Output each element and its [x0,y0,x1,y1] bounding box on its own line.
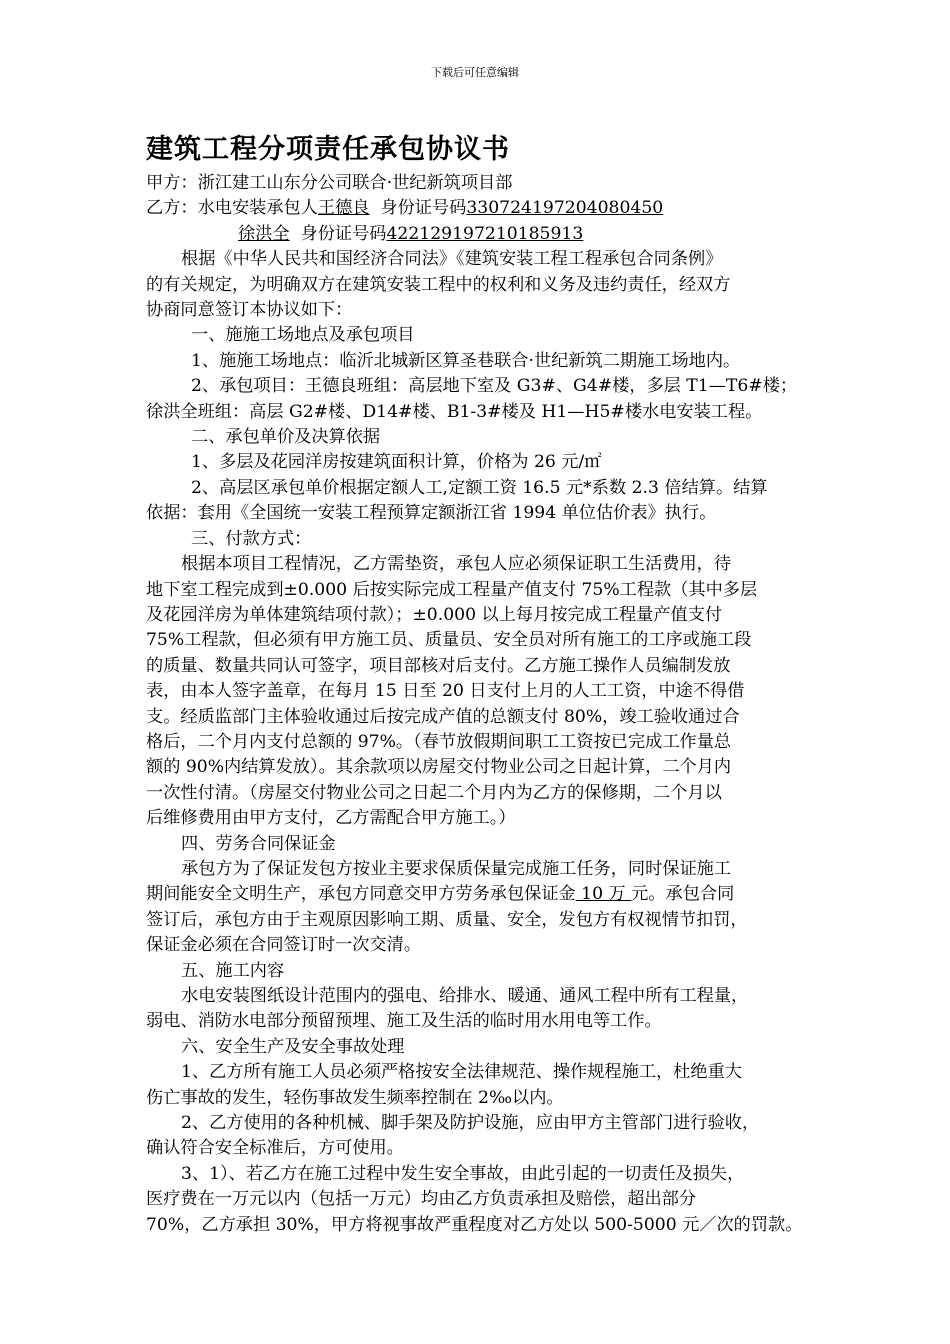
party-b-line2: 徐洪全 身份证号码422129197210185913 [238,223,584,244]
text-line: 的质量、数量共同认可签字，项目部核对后支付。乙方施工操作人员编制发放 [146,655,731,676]
text-line: 一次性付清。（房屋交付物业公司之日起二个月内为乙方的保修期，二个月以 [146,782,722,803]
text-line: 2、承包项目：王德良班组：高层地下室及 G3#、G4#楼，多层 T1—T6#楼； [191,376,798,397]
text-line: 根据本项目工程情况，乙方需垫资，承包人应必须保证职工生活费用，待 [181,554,732,575]
party-a-name: 浙江建工山东分公司联合·世纪新筑项目部 [197,173,513,193]
text-line: 徐洪全班组：高层 G2#楼、D14#楼、B1-3#楼及 H1—H5#楼水电安装工程。 [146,401,763,422]
section-heading: 四、劳务合同保证金 [181,833,336,854]
text-line: 保证金必须在合同签订时一次交清。 [146,935,422,956]
section-heading: 六、安全生产及安全事故处理 [181,1036,405,1057]
party-b-person2: 徐洪全 [238,223,290,244]
text-line: 70%，乙方承担 30%，甲方将视事故严重程度对乙方处以 500-5000 元／次的罚款。 [146,1214,803,1235]
text-line: 确认符合安全标准后，方可使用。 [146,1138,404,1159]
document-body [146,171,818,1238]
text-line: 地下室工程完成到±0.000 后按实际完成工程量产值支付 75%工程款（其中多层 [146,579,758,600]
text-line: 依据：套用《全国统一安装工程预算定额浙江省 1994 单位估价表》执行。 [146,503,717,524]
text-line: 水电安装图纸设计范围内的强电、给排水、暖通、通风工程中所有工程量， [181,986,749,1006]
text-line: 75%工程款，但必须有甲方施工员、质量员、安全员对所有施工的工序或施工段 [146,630,752,651]
text-line: 签订后，承包方由于主观原因影响工期、质量、安全，发包方有权视情节扣罚， [146,909,748,930]
party-b-person1: 王德良 [317,198,370,219]
section-heading: 三、付款方式： [191,528,312,549]
party-b-id2: 422129197210185913 [386,223,584,244]
party-a-line: 甲方：浙江建工山东分公司联合·世纪新筑项目部 [146,173,513,193]
text-line: 弱电、消防水电部分预留预埋、施工及生活的临时用水用电等工作。 [146,1011,662,1032]
text-line: 3、1）、若乙方在施工过程中发生安全事故，由此引起的一切责任及损失， [181,1163,745,1184]
text-line: 医疗费在一万元以内（包括一万元）均由乙方负责承担及赔偿，超出部分 [146,1189,697,1210]
text-line: 1、乙方所有施工人员必须严格按安全法律规范、操作规程施工，杜绝重大 [181,1062,742,1083]
text-line: 1、施施工场地点：临沂北城新区算圣巷联合·世纪新筑二期施工场地内。 [191,350,741,371]
text-line: 2、乙方使用的各种机械、脚手架及防护设施，应由甲方主管部门进行验收， [181,1113,760,1134]
text-line: 额的 90%内结算发放）。其余款项以房屋交付物业公司之日起计算，二个月内 [146,757,732,778]
section-heading: 五、施工内容 [181,960,285,981]
text-line: 表，由本人签字盖章，在每月 15 日至 20 日支付上月的人工工资，中途不得借 [146,681,745,702]
page-header: 下载后可任意编辑 [431,66,519,79]
text-line: 根据《中华人民共和国经济合同法》《建筑安装工程工程承包合同条例》 [181,249,723,270]
text-line: 1、多层及花园洋房按建筑面积计算，价格为 26 元/㎡ [191,452,602,473]
text-line: 的有关规定，为明确双方在建筑安装工程中的权利和义务及违约责任，经双方 [146,274,731,295]
text-line: 2、高层区承包单价根据定额人工,定额工资 16.5 元*系数 2.3 倍结算。结算 [191,477,768,498]
text-line: 及花园洋房为单体建筑结项付款）；±0.000 以上每月按完成工程量产值支付 [146,604,723,625]
text-line: 期间能安全文明生产，承包方同意交甲方劳务承包保证金 10 万 元。承包合同 [146,884,735,905]
text-line: 支。经质监部门主体验收通过后按完成产值的总额支付 80%，竣工验收通过合 [146,706,740,727]
text-line: 后维修费用由甲方支付，乙方需配合甲方施工。） [146,808,516,829]
party-b-id1: 330724197204080450 [466,198,664,219]
text-line: 承包方为了保证发包方按业主要求保质保量完成施工任务，同时保证施工 [181,858,732,879]
section-heading: 一、施施工场地点及承包项目 [191,325,415,346]
deposit-amount: 10 万 [575,884,632,905]
text-line: 协商同意签订本协议如下： [146,300,353,321]
text-line: 格后，二个月内支付总额的 97%。（春节放假期间职工工资按已完成工作量总 [146,731,732,752]
section-heading: 二、承包单价及决算依据 [191,427,381,448]
document-title: 建筑工程分项责任承包协议书 [146,134,510,165]
text-line: 伤亡事故的发生，轻伤事故发生频率控制在 2‰以内。 [146,1087,564,1108]
party-b-line: 乙方：水电安装承包人王德良 身份证号码330724197204080450 [146,198,664,219]
